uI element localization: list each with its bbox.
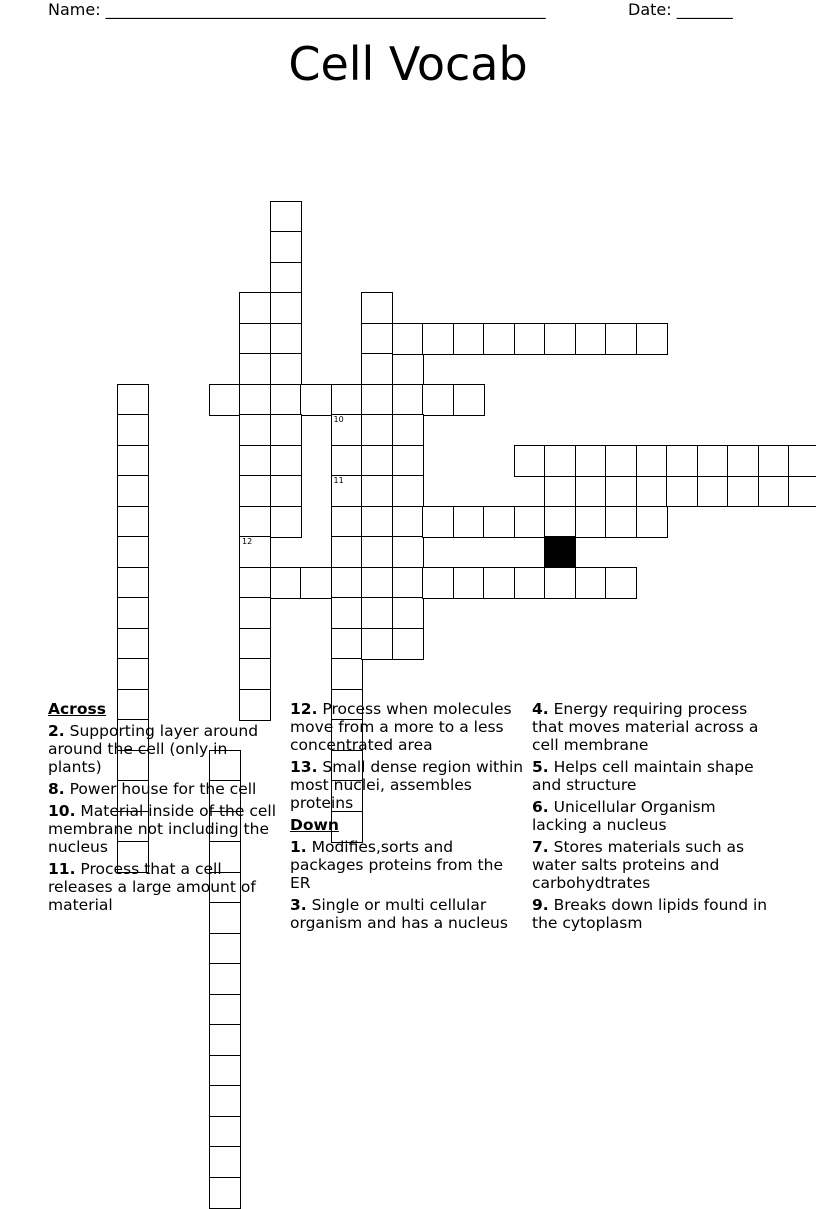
clue-number-label: 12 bbox=[242, 537, 253, 546]
crossword-cell[interactable] bbox=[239, 323, 271, 355]
crossword-cell[interactable] bbox=[239, 506, 271, 538]
clue-number: 10. bbox=[48, 802, 76, 820]
clue-number: 6. bbox=[532, 798, 549, 816]
crossword-cell[interactable] bbox=[270, 567, 302, 599]
crossword-cell[interactable] bbox=[453, 506, 485, 538]
crossword-cell[interactable] bbox=[361, 567, 393, 599]
crossword-cell[interactable] bbox=[392, 628, 424, 660]
crossword-cell[interactable] bbox=[453, 384, 485, 416]
clue-text: Process when molecules move from a more to a less concentrated area bbox=[290, 700, 512, 754]
crossword-cell[interactable] bbox=[697, 445, 729, 477]
clue-item bbox=[48, 802, 283, 856]
clue-item bbox=[48, 780, 283, 798]
crossword-cell[interactable] bbox=[361, 475, 393, 507]
crossword-cell[interactable] bbox=[270, 323, 302, 355]
crossword-cell[interactable] bbox=[209, 1085, 241, 1117]
crossword-cell[interactable] bbox=[270, 231, 302, 263]
crossword-cell[interactable] bbox=[514, 445, 546, 477]
clue-item bbox=[532, 838, 772, 892]
crossword-cell[interactable] bbox=[605, 506, 637, 538]
crossword-cell[interactable] bbox=[270, 414, 302, 446]
across-heading: Across bbox=[48, 700, 106, 718]
clue-column-1 bbox=[48, 700, 283, 918]
crossword-cell[interactable] bbox=[209, 1116, 241, 1148]
clue-number: 2. bbox=[48, 722, 65, 740]
crossword-cell[interactable] bbox=[209, 963, 241, 995]
crossword-cell[interactable] bbox=[331, 597, 363, 629]
crossword-cell[interactable] bbox=[300, 384, 332, 416]
crossword-cell[interactable] bbox=[605, 475, 637, 507]
crossword-cell[interactable] bbox=[117, 445, 149, 477]
crossword-cell[interactable] bbox=[270, 506, 302, 538]
date-field-label: Date: _______ bbox=[628, 0, 733, 19]
crossword-cell[interactable] bbox=[575, 475, 607, 507]
crossword-cell[interactable] bbox=[361, 506, 393, 538]
clue-number-label: 11 bbox=[333, 476, 344, 485]
crossword-cell[interactable] bbox=[270, 262, 302, 294]
clue-item bbox=[290, 700, 525, 754]
crossword-cell[interactable] bbox=[361, 628, 393, 660]
crossword-cell[interactable] bbox=[544, 475, 576, 507]
clue-number-label: 10 bbox=[333, 415, 344, 424]
crossword-cell[interactable] bbox=[544, 445, 576, 477]
crossword-cell[interactable] bbox=[117, 506, 149, 538]
crossword-cell[interactable] bbox=[758, 475, 790, 507]
crossword-cell[interactable] bbox=[361, 292, 393, 324]
clue-item bbox=[532, 758, 772, 794]
crossword-cell[interactable] bbox=[239, 597, 271, 629]
crossword-cell[interactable] bbox=[605, 567, 637, 599]
crossword-cell[interactable] bbox=[514, 506, 546, 538]
crossword-cell[interactable] bbox=[605, 323, 637, 355]
crossword-cell[interactable] bbox=[483, 323, 515, 355]
clue-text: Supporting layer around around the cell (only in plants) bbox=[48, 722, 259, 776]
crossword-cell[interactable] bbox=[331, 567, 363, 599]
crossword-cell[interactable] bbox=[239, 536, 271, 568]
clue-text: Helps cell maintain shape and structure bbox=[532, 758, 754, 794]
name-field-label: Name: _______________________________________________________ bbox=[48, 0, 546, 19]
crossword-cell[interactable] bbox=[483, 506, 515, 538]
crossword-cell[interactable] bbox=[270, 353, 302, 385]
crossword-cell[interactable] bbox=[361, 597, 393, 629]
crossword-cell[interactable] bbox=[331, 414, 363, 446]
crossword-cell[interactable] bbox=[331, 658, 363, 690]
crossword-cell[interactable] bbox=[605, 445, 637, 477]
crossword-cell[interactable] bbox=[209, 1024, 241, 1056]
crossword-cell[interactable] bbox=[117, 628, 149, 660]
clue-number: 3. bbox=[290, 896, 307, 914]
crossword-cell[interactable] bbox=[453, 323, 485, 355]
crossword-cell[interactable] bbox=[209, 384, 241, 416]
clue-number: 8. bbox=[48, 780, 65, 798]
clue-number: 12. bbox=[290, 700, 318, 718]
crossword-cell[interactable] bbox=[331, 628, 363, 660]
crossword-cell[interactable] bbox=[392, 414, 424, 446]
crossword-cell[interactable] bbox=[575, 567, 607, 599]
crossword-cell[interactable] bbox=[239, 475, 271, 507]
crossword-cell[interactable] bbox=[270, 475, 302, 507]
crossword-cell[interactable] bbox=[209, 933, 241, 965]
clue-number: 1. bbox=[290, 838, 307, 856]
crossword-cell[interactable] bbox=[331, 445, 363, 477]
crossword-cell[interactable] bbox=[300, 567, 332, 599]
clue-list bbox=[532, 700, 772, 932]
crossword-cell[interactable] bbox=[209, 1146, 241, 1178]
crossword-cell[interactable] bbox=[392, 353, 424, 385]
crossword-cell[interactable] bbox=[544, 323, 576, 355]
crossword-cell[interactable] bbox=[392, 567, 424, 599]
crossword-cell[interactable] bbox=[209, 994, 241, 1026]
crossword-cell[interactable] bbox=[209, 1177, 241, 1209]
crossword-cell[interactable] bbox=[239, 414, 271, 446]
clue-text: Power house for the cell bbox=[64, 780, 257, 798]
crossword-cell[interactable] bbox=[239, 628, 271, 660]
crossword-cell[interactable] bbox=[392, 323, 424, 355]
crossword-cell[interactable] bbox=[636, 506, 668, 538]
crossword-cell[interactable] bbox=[392, 597, 424, 629]
clue-list bbox=[290, 700, 525, 812]
crossword-cell[interactable] bbox=[392, 536, 424, 568]
clue-column-3 bbox=[532, 700, 772, 936]
crossword-cell[interactable] bbox=[117, 475, 149, 507]
clue-list bbox=[290, 838, 525, 932]
crossword-cell[interactable] bbox=[239, 353, 271, 385]
clue-item bbox=[532, 700, 772, 754]
down-heading: Down bbox=[290, 816, 339, 834]
crossword-cell[interactable] bbox=[636, 475, 668, 507]
clue-text: Stores materials such as water salts proteins and carbohydtrates bbox=[532, 838, 745, 892]
crossword-cell[interactable] bbox=[666, 475, 698, 507]
crossword-cell[interactable] bbox=[392, 506, 424, 538]
crossword-cell[interactable] bbox=[270, 201, 302, 233]
crossword-cell[interactable] bbox=[788, 445, 816, 477]
crossword-cell[interactable] bbox=[239, 567, 271, 599]
crossword-cell[interactable] bbox=[422, 567, 454, 599]
crossword-cell[interactable] bbox=[331, 384, 363, 416]
clue-column-2 bbox=[290, 700, 525, 936]
crossword-cell[interactable] bbox=[758, 445, 790, 477]
crossword-cell[interactable] bbox=[544, 506, 576, 538]
crossword-cell[interactable] bbox=[392, 445, 424, 477]
crossword-cell[interactable] bbox=[209, 1055, 241, 1087]
clue-text: Energy requiring process that moves material across a cell membrane bbox=[532, 700, 759, 754]
crossword-cell[interactable] bbox=[239, 445, 271, 477]
crossword-cell[interactable] bbox=[392, 384, 424, 416]
crossword-cell[interactable] bbox=[117, 597, 149, 629]
clue-text: Small dense region within most nuclei, assembles proteins bbox=[290, 758, 524, 812]
crossword-cell[interactable] bbox=[422, 323, 454, 355]
blocked-cell bbox=[544, 536, 576, 568]
crossword-cell[interactable] bbox=[331, 536, 363, 568]
crossword-cell[interactable] bbox=[361, 323, 393, 355]
crossword-cell[interactable] bbox=[514, 567, 546, 599]
crossword-cell[interactable] bbox=[331, 475, 363, 507]
clue-number: 5. bbox=[532, 758, 549, 776]
crossword-cell[interactable] bbox=[361, 445, 393, 477]
crossword-cell[interactable] bbox=[239, 384, 271, 416]
crossword-cell[interactable] bbox=[392, 475, 424, 507]
page-title: Cell Vocab bbox=[288, 37, 528, 91]
crossword-cell[interactable] bbox=[697, 475, 729, 507]
crossword-cell[interactable] bbox=[361, 414, 393, 446]
clue-number: 11. bbox=[48, 860, 76, 878]
clue-text: Single or multi cellular organism and has a nucleus bbox=[290, 896, 508, 932]
crossword-cell[interactable] bbox=[239, 292, 271, 324]
crossword-cell[interactable] bbox=[239, 658, 271, 690]
clue-text: Breaks down lipids found in the cytoplasm bbox=[532, 896, 768, 932]
clue-list bbox=[48, 722, 283, 914]
crossword-cell[interactable] bbox=[117, 658, 149, 690]
clue-item bbox=[290, 838, 525, 892]
crossword-cell[interactable] bbox=[575, 323, 607, 355]
crossword-cell[interactable] bbox=[575, 506, 607, 538]
crossword-cell[interactable] bbox=[422, 384, 454, 416]
clue-item bbox=[532, 896, 772, 932]
crossword-cell[interactable] bbox=[117, 384, 149, 416]
crossword-cell[interactable] bbox=[270, 384, 302, 416]
crossword-cell[interactable] bbox=[666, 445, 698, 477]
clue-item bbox=[532, 798, 772, 834]
crossword-cell[interactable] bbox=[483, 567, 515, 599]
clue-text: Process that a cell releases a large amount of material bbox=[48, 860, 256, 914]
clue-item bbox=[290, 758, 525, 812]
crossword-cell[interactable] bbox=[270, 445, 302, 477]
clue-text: Unicellular Organism lacking a nucleus bbox=[532, 798, 716, 834]
crossword-cell[interactable] bbox=[453, 567, 485, 599]
clue-text: Material inside of the cell membrane not including the nucleus bbox=[48, 802, 277, 856]
clue-item bbox=[48, 722, 283, 776]
clue-item bbox=[290, 896, 525, 932]
crossword-cell[interactable] bbox=[544, 567, 576, 599]
clue-text: Modifies,sorts and packages proteins from the ER bbox=[290, 838, 503, 892]
crossword-cell[interactable] bbox=[331, 506, 363, 538]
crossword-cell[interactable] bbox=[270, 292, 302, 324]
crossword-cell[interactable] bbox=[636, 445, 668, 477]
crossword-cell[interactable] bbox=[727, 445, 759, 477]
crossword-cell[interactable] bbox=[361, 384, 393, 416]
crossword-cell[interactable] bbox=[361, 353, 393, 385]
clue-item bbox=[48, 860, 283, 914]
crossword-cell[interactable] bbox=[361, 536, 393, 568]
crossword-cell[interactable] bbox=[117, 414, 149, 446]
crossword-cell[interactable] bbox=[727, 475, 759, 507]
crossword-cell[interactable] bbox=[117, 536, 149, 568]
clue-number: 9. bbox=[532, 896, 549, 914]
clue-number: 7. bbox=[532, 838, 549, 856]
crossword-cell[interactable] bbox=[117, 567, 149, 599]
crossword-cell[interactable] bbox=[636, 323, 668, 355]
crossword-cell[interactable] bbox=[514, 323, 546, 355]
crossword-cell[interactable] bbox=[788, 475, 816, 507]
crossword-cell[interactable] bbox=[575, 445, 607, 477]
clue-number: 4. bbox=[532, 700, 549, 718]
clue-number: 13. bbox=[290, 758, 318, 776]
crossword-cell[interactable] bbox=[422, 506, 454, 538]
